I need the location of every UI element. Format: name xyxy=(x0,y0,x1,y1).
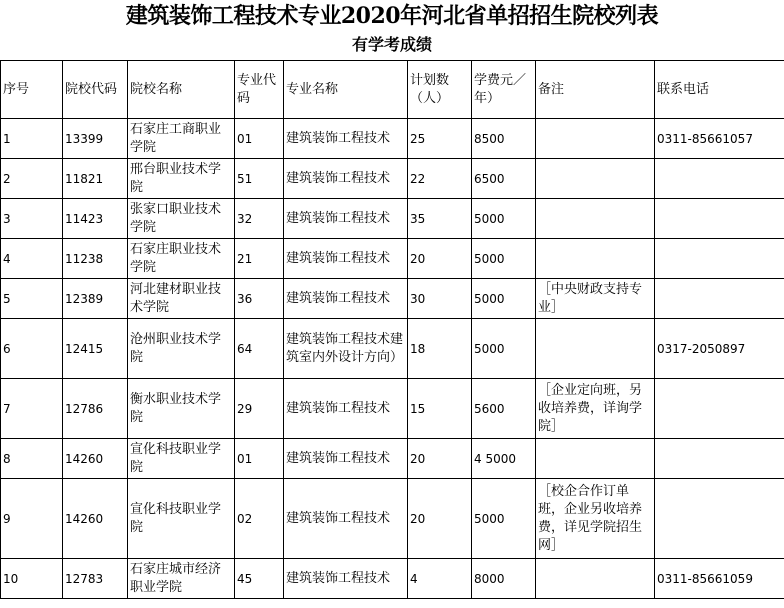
header-fee: 学费元／年） xyxy=(472,61,536,119)
cell-major-code: 01 xyxy=(235,119,284,159)
cell-phone: 0311-85661057 xyxy=(655,119,784,159)
cell-major-name: 建筑装饰工程技术 xyxy=(284,199,408,239)
header-major-code: 专业代码 xyxy=(235,61,284,119)
cell-note xyxy=(536,439,655,479)
cell-phone xyxy=(655,279,784,319)
cell-school-name: 石家庄工商职业学院 xyxy=(128,119,235,159)
cell-school-name: 邢台职业技术学院 xyxy=(128,159,235,199)
header-note: 备注 xyxy=(536,61,655,119)
cell-note xyxy=(536,239,655,279)
cell-note xyxy=(536,159,655,199)
table-row xyxy=(1,119,784,159)
cell-school-name: 沧州职业技术学院 xyxy=(128,319,235,379)
cell-fee: 5000 xyxy=(472,319,536,379)
cell-major-name: 建筑装饰工程技术 xyxy=(284,119,408,159)
cell-note: ［中央财政支持专业］ xyxy=(536,279,655,319)
cell-phone xyxy=(655,159,784,199)
header-plan: 计划数（人） xyxy=(408,61,472,119)
cell-major-code: 51 xyxy=(235,159,284,199)
header-no: 序号 xyxy=(1,61,63,119)
table-row xyxy=(1,319,784,379)
cell-no: 6 xyxy=(1,319,63,379)
cell-phone: 0317-2050897 xyxy=(655,319,784,379)
cell-major-name: 建筑装饰工程技术 xyxy=(284,379,408,439)
cell-major-name: 建筑装饰工程技术 xyxy=(284,239,408,279)
cell-school-name: 石家庄城市经济职业学院 xyxy=(128,559,235,599)
cell-phone: 0311-85661059 xyxy=(655,559,784,599)
cell-no: 1 xyxy=(1,119,63,159)
cell-no: 2 xyxy=(1,159,63,199)
cell-plan: 20 xyxy=(408,239,472,279)
cell-plan: 18 xyxy=(408,319,472,379)
cell-note xyxy=(536,559,655,599)
cell-major-code: 01 xyxy=(235,439,284,479)
cell-school-name: 衡水职业技术学院 xyxy=(128,379,235,439)
cell-fee: 5000 xyxy=(472,199,536,239)
table-row xyxy=(1,279,784,319)
cell-phone xyxy=(655,199,784,239)
cell-fee: 6500 xyxy=(472,159,536,199)
cell-note xyxy=(536,119,655,159)
cell-no: 7 xyxy=(1,379,63,439)
cell-note xyxy=(536,319,655,379)
cell-school-code: 11821 xyxy=(63,159,128,199)
cell-school-code: 12783 xyxy=(63,559,128,599)
document-title: 建筑装饰工程技术专业2020年河北省单招招生院校列表 xyxy=(125,3,659,29)
cell-no: 9 xyxy=(1,479,63,559)
cell-school-code: 11423 xyxy=(63,199,128,239)
header-school-code: 院校代码 xyxy=(63,61,128,119)
cell-major-code: 36 xyxy=(235,279,284,319)
cell-major-name: 建筑装饰工程技术 xyxy=(284,559,408,599)
cell-major-code: 02 xyxy=(235,479,284,559)
cell-phone xyxy=(655,239,784,279)
cell-plan: 30 xyxy=(408,279,472,319)
cell-fee: 4 5000 xyxy=(472,439,536,479)
school-list-table xyxy=(0,60,784,599)
cell-major-code: 64 xyxy=(235,319,284,379)
cell-no: 3 xyxy=(1,199,63,239)
table-row xyxy=(1,159,784,199)
cell-fee: 5000 xyxy=(472,239,536,279)
table-header-row xyxy=(1,61,784,119)
cell-major-name: 建筑装饰工程技术 xyxy=(284,279,408,319)
cell-school-code: 12415 xyxy=(63,319,128,379)
header-major-name: 专业名称 xyxy=(284,61,408,119)
table-row xyxy=(1,559,784,599)
cell-note: ［校企合作订单班，企业另收培养费，详见学院招生网］ xyxy=(536,479,655,559)
cell-plan: 35 xyxy=(408,199,472,239)
cell-no: 4 xyxy=(1,239,63,279)
cell-fee: 5600 xyxy=(472,379,536,439)
cell-phone xyxy=(655,479,784,559)
cell-school-name: 石家庄职业技术学院 xyxy=(128,239,235,279)
table-row xyxy=(1,199,784,239)
cell-school-code: 12389 xyxy=(63,279,128,319)
cell-no: 5 xyxy=(1,279,63,319)
cell-major-code: 29 xyxy=(235,379,284,439)
header-school-name: 院校名称 xyxy=(128,61,235,119)
cell-major-name: 建筑装饰工程技术 xyxy=(284,159,408,199)
table-row xyxy=(1,379,784,439)
cell-plan: 4 xyxy=(408,559,472,599)
cell-no: 10 xyxy=(1,559,63,599)
cell-fee: 8500 xyxy=(472,119,536,159)
cell-school-code: 12786 xyxy=(63,379,128,439)
table-row xyxy=(1,239,784,279)
cell-school-name: 张家口职业技术学院 xyxy=(128,199,235,239)
cell-school-name: 河北建材职业技术学院 xyxy=(128,279,235,319)
cell-plan: 25 xyxy=(408,119,472,159)
cell-school-code: 14260 xyxy=(63,479,128,559)
cell-school-name: 宣化科技职业学院 xyxy=(128,479,235,559)
cell-plan: 20 xyxy=(408,439,472,479)
cell-major-name: 建筑装饰工程技术 xyxy=(284,479,408,559)
cell-plan: 15 xyxy=(408,379,472,439)
cell-school-name: 宣化科技职业学院 xyxy=(128,439,235,479)
cell-note: ［企业定向班，另收培养费，详询学院］ xyxy=(536,379,655,439)
cell-fee: 8000 xyxy=(472,559,536,599)
cell-school-code: 14260 xyxy=(63,439,128,479)
cell-phone xyxy=(655,439,784,479)
cell-plan: 22 xyxy=(408,159,472,199)
header-phone: 联系电话 xyxy=(655,61,784,119)
cell-no: 8 xyxy=(1,439,63,479)
cell-fee: 5000 xyxy=(472,479,536,559)
table-row xyxy=(1,439,784,479)
cell-phone xyxy=(655,379,784,439)
cell-major-code: 32 xyxy=(235,199,284,239)
document-subtitle: 有学考成绩 xyxy=(351,35,432,54)
cell-major-code: 21 xyxy=(235,239,284,279)
cell-school-code: 11238 xyxy=(63,239,128,279)
cell-major-name: 建筑装饰工程技术建筑室内外设计方向） xyxy=(284,319,408,379)
cell-major-name: 建筑装饰工程技术 xyxy=(284,439,408,479)
cell-fee: 5000 xyxy=(472,279,536,319)
cell-note xyxy=(536,199,655,239)
table-row xyxy=(1,479,784,559)
cell-plan: 20 xyxy=(408,479,472,559)
cell-school-code: 13399 xyxy=(63,119,128,159)
cell-major-code: 45 xyxy=(235,559,284,599)
